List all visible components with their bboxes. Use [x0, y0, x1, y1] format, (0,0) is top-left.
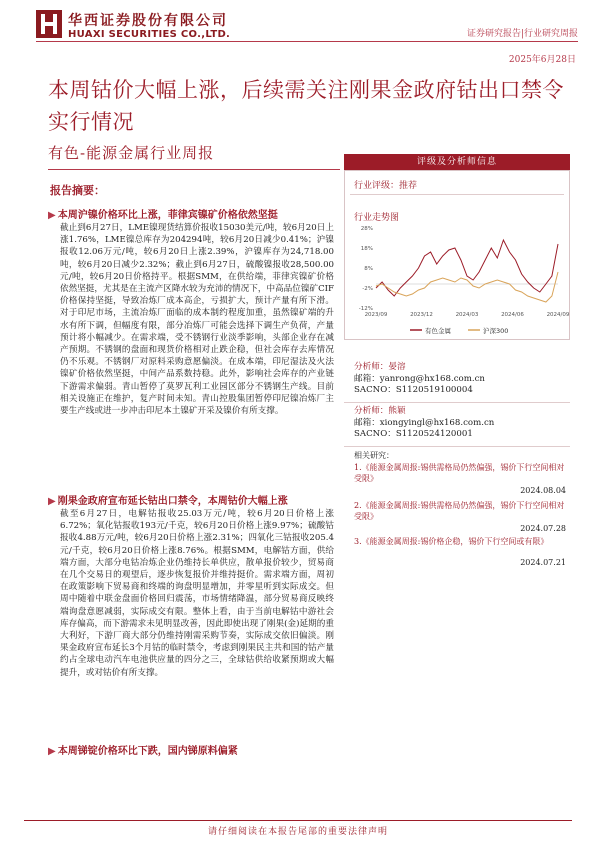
footer-divider	[24, 820, 572, 821]
analyst-divider	[344, 446, 570, 447]
series-line-0	[376, 240, 558, 296]
arrow-right-icon: ▶	[48, 496, 56, 507]
analyst-sac: SACNO：S1120524120001	[354, 429, 473, 439]
y-tick-label: -12%	[358, 306, 373, 312]
report-date: 2025年6月28日	[508, 55, 576, 65]
related-link-1[interactable]: 1.《能源金属周报:锡供需格局仍然偏强，锡价下行空间相对受限》	[354, 463, 565, 483]
related-link-2[interactable]: 2.《能源金属周报:锡供需格局仍然偏强，锡价下行空间相对受限》	[354, 501, 565, 521]
x-tick-label: 2023/12	[410, 312, 433, 318]
company-logo-icon	[36, 10, 62, 38]
analyst-2	[354, 406, 568, 441]
rating-box-title: 评级及分析师信息	[344, 154, 570, 170]
x-tick-label: 2024/03	[455, 312, 479, 318]
subtitle-divider	[48, 169, 340, 170]
brand-name-en: HUAXI SECURITIES CO.,LTD.	[68, 29, 231, 40]
analyst-divider	[344, 402, 570, 403]
report-subtitle: 有色-能源金属行业周报	[48, 144, 215, 162]
trend-chart-title: 行业走势图	[354, 213, 400, 223]
industry-trend-chart	[350, 224, 570, 336]
section-heading-text: 本周锑锭价格环比下跌，国内锑原料偏紧	[57, 746, 238, 757]
brand-name-cn: 华西证券股份有限公司	[68, 13, 228, 29]
header-divider	[36, 41, 578, 42]
legend-label-b: 沪深300	[483, 327, 509, 335]
report-type-tags: 证券研究报告|行业研究周报	[466, 29, 578, 39]
section-heading-nickel	[48, 206, 278, 221]
section-body-nickel: 截止到6月27日，LME镍现货结算价报收15030美元/吨，较6月20日上涨1.76%，LME镍总库存为204294吨，较6月20日减少0.41%；沪镍报收12.06万元/吨，较6月20日上涨2.39%，沪镍库存为24,718.00吨，较6月20日减少2.32%；截止到6月27日，硫酸镍报收28,500.00元/吨，较6月20日价格持平。根据SMM，在供给端，菲律宾镍矿价格依然坚挺，尤其是在主流产区降水较为充沛的情况下，中高品位镍矿CIF价格保持坚挺，导致冶炼厂成本高企，亏损扩大，预计产量有所下滑。对于印尼市场，主流冶炼厂面临的成本制约程度加重，虽然镍矿端的升水有所下调，但幅度有限，部分冶炼厂可能会选择下调生产负荷，产量预计将小幅减少。在需求端，受不锈钢行业淡季影响，头部企业存在减产预期。不锈钢的盘面和现货价格相对止跌企稳，但社会库存去库情况仍不乐观。不锈钢厂对原料采购意愿偏淡。在成本端，印尼湿法及火法镍矿价格依然坚挺，中间产品系数持稳。此外，影响社会库存的产业链下游需求偏弱。青山暂停了莫罗瓦利工业园区部分不锈钢生产线。目前相关设施正在维护，复产时间未知。青山控股集团暂停印尼镍冶炼厂主要生产线或进一步冲击印尼本土镍矿开采及镍价有所支撑。	[60, 223, 334, 417]
section-heading-antimony	[48, 742, 238, 757]
related-date-1: 2024.08.04	[520, 486, 566, 495]
industry-rating: 行业评级：推荐	[354, 181, 418, 191]
section-heading-text: 本周沪镍价格环比上涨，菲律宾镍矿价格依然坚挺	[57, 210, 278, 221]
legal-notice: 请仔细阅读在本报告尾部的重要法律声明	[207, 827, 388, 837]
legend-label-a: 有色金属	[425, 327, 451, 335]
related-date-3: 2024.07.21	[520, 558, 566, 567]
related-date-2: 2024.07.28	[520, 524, 566, 533]
related-link-3[interactable]: 3.《能源金属周报:锡价格企稳，锡价下行空间或有限》	[354, 537, 549, 546]
arrow-right-icon: ▶	[48, 210, 56, 221]
analyst-name: 分析师：熊颖	[354, 406, 406, 416]
y-tick-label: 8%	[364, 266, 373, 272]
related-heading: 相关研究：	[354, 451, 394, 460]
rating-divider	[350, 194, 564, 195]
x-tick-label: 2023/09	[364, 312, 388, 318]
y-tick-label: -2%	[362, 286, 373, 292]
analyst-sac: SACNO：S1120519100004	[354, 385, 473, 395]
analyst-name: 分析师：晏溶	[354, 362, 406, 372]
section-heading-text: 刚果金政府宣布延长钴出口禁令，本周钴价大幅上涨	[57, 496, 288, 507]
x-tick-label: 2024/06	[501, 312, 524, 318]
analyst-email: 邮箱：xiongyingl@hx168.com.cn	[354, 417, 495, 428]
section-heading-cobalt	[48, 492, 288, 507]
section-body-cobalt: 截至6月27日，电解钴报收25.03万元/吨，较6月20日价格上涨6.72%；氧化钴报收193元/千克，较6月20日价格上涨9.97%；硫酸钴报收4.88万元/吨，较6月20日价格上涨2.31%；四氧化三钴报收205.4元/千克，较6月20日价格上涨8.76%。根据SMM，电解钴方面，供给端方面，大部分电钴冶炼企业仍维持长单供应，散单报价较少，贸易商在几个交易日的观望后，逐步恢复报价并维持挺价。需求端方面，周初在政策影响下贸易商和终端的询盘明显增加，并零星听到实际成交。但周中随着中联金盘面价格回归震荡，市场情绪降温，部分贸易商反映终端询盘意愿减弱，实际成交有限。整体上看，由于当前电解钴中游社会库存偏高，而下游需求未见明显改善，因此即使出现了刚果(金)延期的重大利好，下游厂商大部分仍维持刚需采购节奏，实际成交依旧偏淡。刚果金政府宣布延长3个月钴的临时禁令，考虑到刚果民主共和国的钴产量约占全球电动汽车电池供应量的四分之三，全球钴供给收紧预期或大幅提升，或对钴价有所支撑。	[60, 509, 334, 678]
arrow-right-icon: ▶	[48, 746, 56, 757]
analyst-email: 邮箱：yanrong@hx168.com.cn	[354, 373, 485, 384]
report-title: 本周钴价大幅上涨，后续需关注刚果金政府钴出口禁令实行情况	[48, 78, 564, 134]
y-tick-label: 18%	[360, 246, 373, 252]
y-tick-label: 28%	[360, 226, 373, 232]
analyst-1	[354, 362, 568, 397]
x-tick-label: 2024/09	[546, 312, 570, 318]
summary-heading: 报告摘要：	[50, 184, 105, 197]
